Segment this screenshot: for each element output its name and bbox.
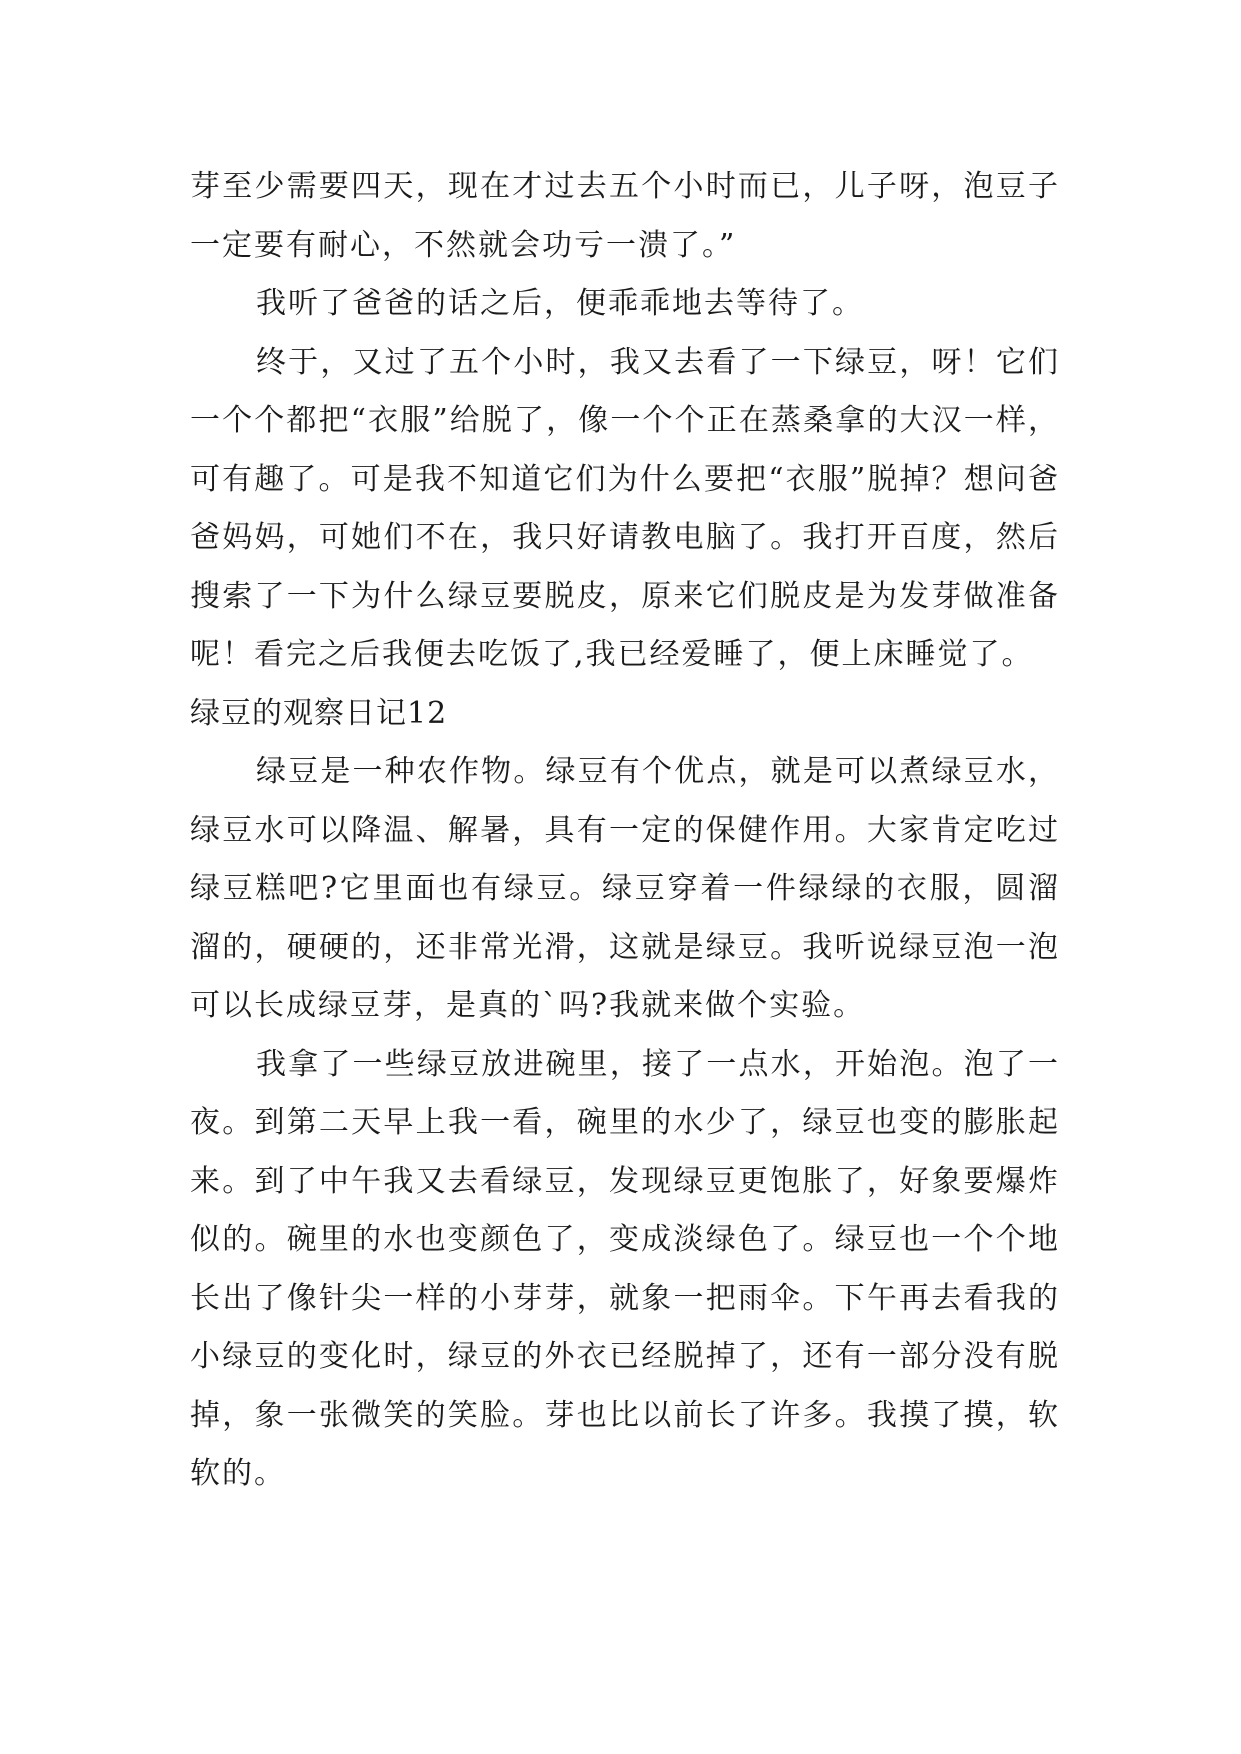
paragraph-beans-shed-skin: 终于，又过了五个小时，我又去看了一下绿豆，呀！它们一个个都把“衣服”给脱了，像一个个正在蒸桑拿的大汉一样，可有趣了。可是我不知道它们为什么要把“衣服”脱掉？想问爸爸妈妈，可她们不在，我只好请教电脑了。我打开百度，然后搜索了一下为什么绿豆要脱皮，原来它们脱皮是为发芽做准备呢！看完之后我便去吃饭了,我已经爱睡了，便上床睡觉了。: [190, 344, 1060, 672]
document-body: [190, 158, 1060, 1504]
section-heading: 绿豆的观察日记12: [190, 695, 448, 731]
paragraph-continued: 芽至少需要四天，现在才过去五个小时而已，儿子呀，泡豆子一定要有耐心，不然就会功亏一溃了。”: [190, 169, 1060, 263]
paragraph-mung-bean-intro: 绿豆是一种农作物。绿豆有个优点，就是可以煮绿豆水，绿豆水可以降温、解暑，具有一定的保健作用。大家肯定吃过绿豆糕吧?它里面也有绿豆。绿豆穿着一件绿绿的衣服，圆溜溜的，硬硬的，还非常光滑，这就是绿豆。我听说绿豆泡一泡可以长成绿豆芽，是真的`吗?我就来做个实验。: [190, 754, 1060, 1023]
paragraph-listen-to-dad: 我听了爸爸的话之后，便乖乖地去等待了。: [256, 286, 864, 321]
paragraph-soaking-experiment: 我拿了一些绿豆放进碗里，接了一点水，开始泡。泡了一夜。到第二天早上我一看，碗里的水少了，绿豆也变的膨胀起来。到了中午我又去看绿豆，发现绿豆更饱胀了，好象要爆炸似的。碗里的水也变颜色了，变成淡绿色了。绿豆也一个个地长出了像针尖一样的小芽芽，就象一把雨伞。下午再去看我的小绿豆的变化时，绿豆的外衣已经脱掉了，还有一部分没有脱掉，象一张微笑的笑脸。芽也比以前长了许多。我摸了摸，软软的。: [190, 1046, 1060, 1491]
